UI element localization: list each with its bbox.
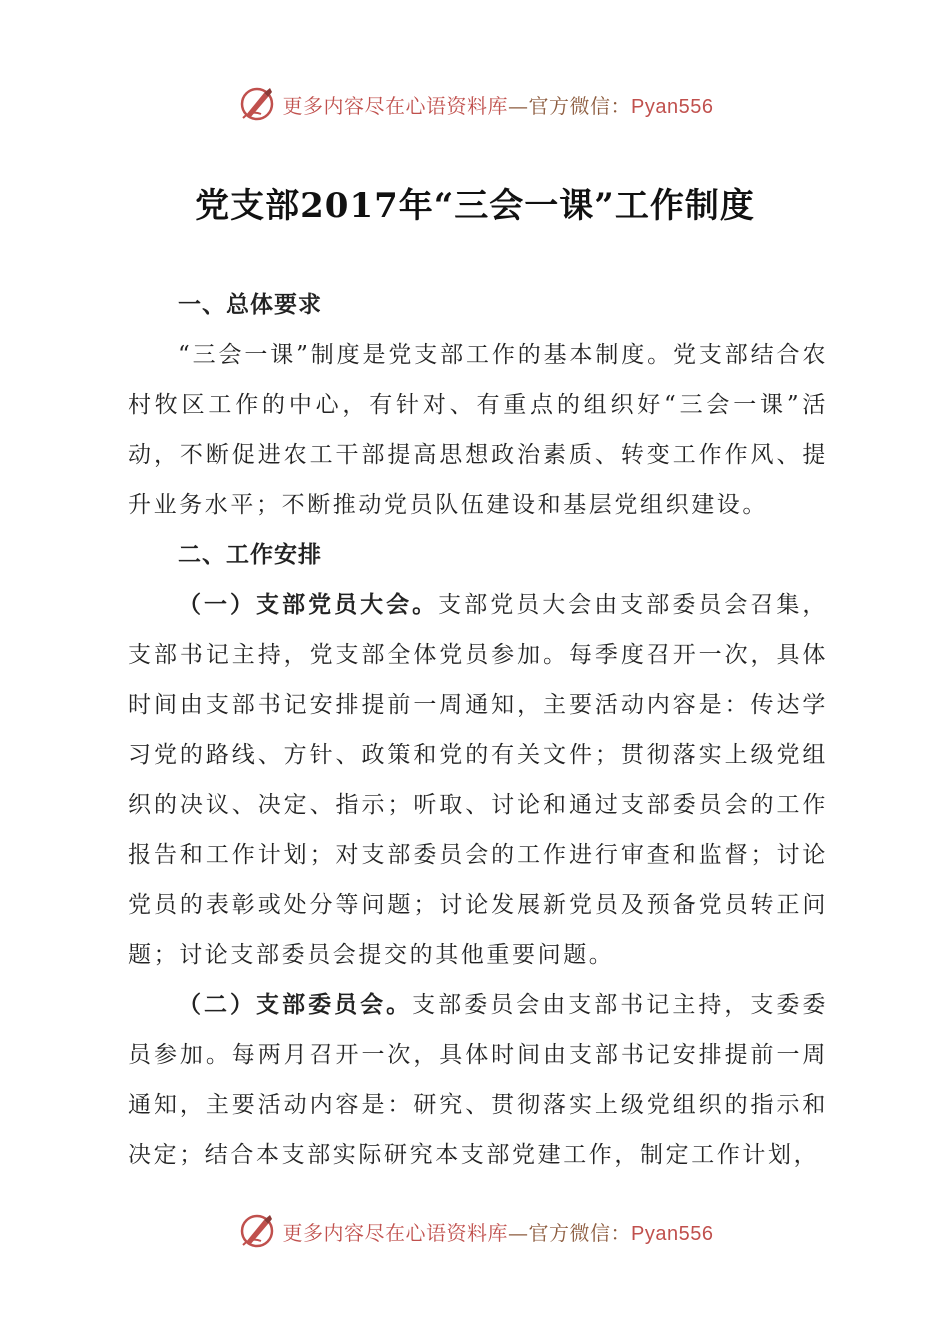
pen-logo-icon (237, 1211, 277, 1251)
watermark-header (0, 82, 950, 126)
item-1-text: 支部党员大会由支部委员会召集，支部书记主持，党支部全体党员参加。每季度召开一次，具体时间由支部书记安排提前一周通知，主要活动内容是：传达学习党的路线、方针、政策和党的有关文件；贯彻落实上级党组织的决议、决定、指示；听取、讨论和通过支部委员会的工作报告和工作计划；对支部委员会的工作进行审查和监督；讨论党员的表彰或处分等问题；讨论发展新党员及预备党员转正问题；讨论支部委员会提交的其他重要问题。 (128, 592, 829, 968)
item-2-lead: （二）支部委员会。 (178, 991, 413, 1018)
watermark-text: 更多内容尽在心语资料库—官方微信：Pyan556 (282, 1220, 714, 1245)
section-heading-2: 二、工作安排 (178, 542, 322, 568)
item-2-text: 支部委员会由支部书记主持，支委委员参加。每两月召开一次，具体时间由支部书记安排提前一周通知，主要活动内容是：研究、贯彻落实上级党组织的指示和决定；结合本支部实际研究本支部党建工作，制定工作计划， (128, 992, 828, 1168)
item-2-paragraph (128, 980, 828, 1180)
watermark-text: 更多内容尽在心语资料库—官方微信：Pyan556 (282, 93, 714, 118)
section-heading-1: 一、总体要求 (178, 292, 322, 318)
item-1-lead: （一）支部党员大会。 (178, 591, 439, 618)
section-1-paragraph: “三会一课”制度是党支部工作的基本制度。党支部结合农村牧区工作的中心，有针对、有重点的组织好“三会一课”活动，不断促进农工干部提高思想政治素质、转变工作作风、提升业务水平；不断推动党员队伍建设和基层党组织建设。 (128, 342, 828, 518)
pen-logo-icon (237, 84, 277, 124)
document-body (128, 280, 828, 1180)
watermark-footer (0, 1209, 950, 1253)
item-1-paragraph (128, 580, 828, 980)
document-title: 党支部2017年“三会一课”工作制度 (195, 186, 755, 226)
